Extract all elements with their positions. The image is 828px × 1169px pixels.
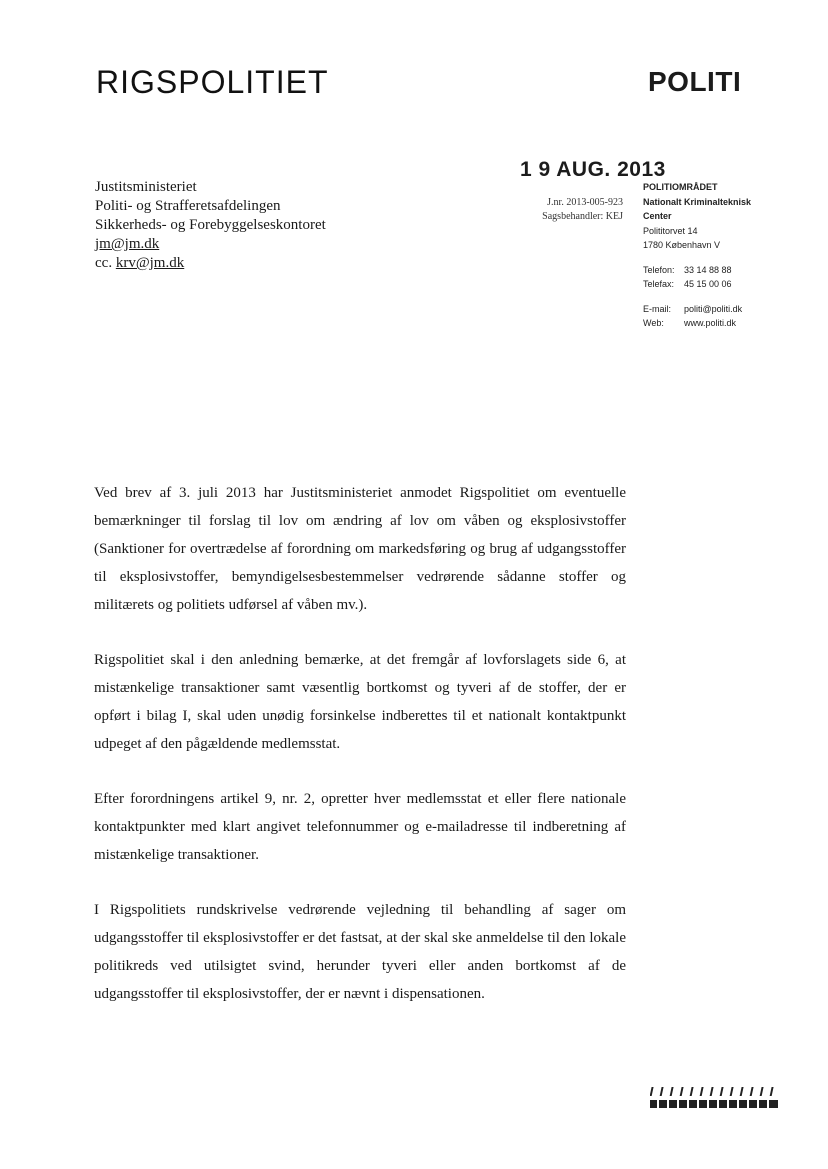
recipient-address xyxy=(95,178,425,273)
sender-unit: Nationalt Kriminalteknisk xyxy=(643,196,752,207)
sender-city: 1780 København V xyxy=(643,240,721,250)
received-date-stamp: 1 9 AUG. 2013 xyxy=(520,158,666,181)
sender-block xyxy=(643,180,793,331)
recipient-line: Sikkerheds- og Forebyggelseskontoret xyxy=(95,217,326,233)
barcode-icon xyxy=(650,1085,780,1116)
email-label: E-mail: xyxy=(643,303,672,314)
cc-label: cc. xyxy=(95,255,113,271)
sender-street: Polititorvet 14 xyxy=(643,225,698,236)
fax-value: 45 15 00 06 xyxy=(684,279,732,289)
sender-unit: Center xyxy=(643,211,672,221)
phone-label: Telefon: xyxy=(643,264,675,275)
recipient-line: Justitsministeriet xyxy=(95,179,197,195)
journal-number: J.nr. 2013-005-923 xyxy=(547,197,623,208)
recipient-line: Politi- og Strafferetsafdelingen xyxy=(95,198,281,214)
web-label: Web: xyxy=(643,318,664,328)
phone-value: 33 14 88 88 xyxy=(684,264,732,275)
cc-email-link[interactable]: krv@jm.dk xyxy=(115,255,185,271)
sender-email-link[interactable]: politi@politi.dk xyxy=(684,303,743,314)
body-paragraph: I Rigspolitiets rundskrivelse vedrørende vejledning til behandling af sager om udgangsstoffer til eksplosivstoffer er det fastsat, at der skal ske anmeldelse til den lokale politikreds ved utilsigtet svind, herunder tyveri eller anden bortkomst af de udgangsstoffer til eksplosivstoffer, der er nævnt i dispensationen. xyxy=(94,902,626,1002)
fax-label: Telefax: xyxy=(643,279,675,289)
sender-web-link[interactable]: www.politi.dk xyxy=(684,318,737,328)
politi-logo: POLITI xyxy=(648,66,742,97)
body-paragraph: Rigspolitiet skal i den anledning bemærke, at det fremgår af lovforslagets side 6, at mistænkelige transaktioner samt væsentlig bortkomst og tyveri af de stoffer, der er opført i bilag I, skal uden unødig forsinkelse indberettes til et nationalt kontaktpunkt udpeget af den pågældende medlemsstat. xyxy=(94,652,626,752)
letter-body xyxy=(94,479,626,1035)
case-handler: Sagsbehandler: KEJ xyxy=(542,211,623,222)
letterhead-title: RIGSPOLITIET xyxy=(96,64,329,100)
body-paragraph: Ved brev af 3. juli 2013 har Justitsministeriet anmodet Rigspolitiet om eventuelle bemærkninger til forslag til lov om ændring af lov om våben og eksplosivstoffer (Sanktioner for overtrædelse af forordning om markedsføring og brug af udgangsstoffer til eksplosivstoffer, bemyndigelsesbestemmelser vedrørende sådanne stoffer og militærets og politiets udførsel af våben mv.). xyxy=(94,485,626,613)
body-paragraph: Efter forordningens artikel 9, nr. 2, opretter hver medlemsstat et eller flere nationale kontaktpunkter med klart angivet telefonnummer og e-mailadresse til indberetning af mistænkelige transaktioner. xyxy=(94,791,626,863)
recipient-email-link[interactable]: jm@jm.dk xyxy=(95,236,160,252)
reference-block xyxy=(542,196,623,224)
sender-area: POLITIOMRÅDET xyxy=(643,182,718,192)
